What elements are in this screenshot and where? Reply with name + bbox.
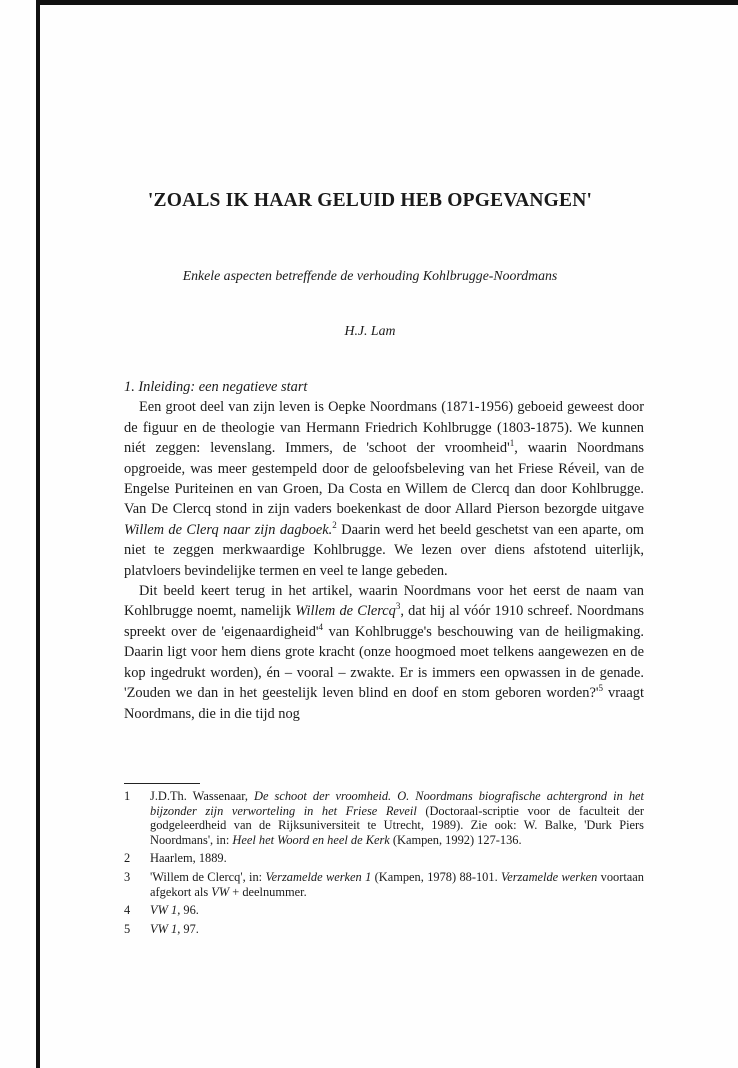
p2-text-4: vraagt Noordmans, die in die tijd nog	[124, 685, 644, 722]
footnotes	[124, 789, 644, 940]
p1-text-3: Daarin werd het beeld geschetst van een aparte, om niet te zeggen merkwaardige Kohlbrugge. We lezen over diens afstotend uiterlijk, platvloers bevindelijke termen en veel te lange gebeden.	[124, 521, 644, 579]
paragraph-2	[124, 581, 644, 724]
footnote-5	[124, 922, 644, 937]
fn3-text-d: + deelnummer.	[229, 884, 307, 899]
paragraph-1	[124, 397, 644, 581]
fn1-text-b: (Doctoraal-scriptie voor de faculteit der godgeleerdheid van de Rijksuniversiteit te Utrecht, 1989). Zie ook: W. Balke, 'Durk Piers Noordmans', in:	[150, 803, 644, 847]
footnote-text	[150, 922, 644, 937]
fn5-text-a: , 97.	[177, 921, 199, 936]
footnote-number: 5	[124, 921, 131, 936]
footnote-text	[150, 903, 644, 918]
fn3-text-c: voortaan afgekort als	[150, 869, 645, 899]
footnote-text: Haarlem, 1889.	[150, 851, 227, 866]
article-title: 'ZOALS IK HAAR GELUID HEB OPGEVANGEN'	[147, 190, 593, 211]
article-author: H.J. Lam	[344, 323, 396, 338]
p1-text-2: , waarin Noordmans opgroeide, was meer gestempeld door de geloofsbeleving van het Friese Réveil, van de Engelse Puriteinen en van Groen, Da Costa en Willem de Clercq dan door Kohlbrugge. Van De Clercq stond in zijn vaders boekenkast de door Allard Pierson bezorgde uitgave	[124, 440, 645, 518]
p2-italic-1: Willem de Clercq	[295, 603, 396, 620]
footnote-number: 2	[124, 851, 131, 866]
scan-edge-top	[36, 0, 738, 5]
footnote-text	[150, 789, 644, 847]
fn1-italic-2: Heel het Woord en heel de Kerk	[232, 832, 390, 847]
footnote-ref-5: 5	[598, 683, 603, 694]
p1-italic-1: Willem de Clerq naar zijn dagboek.	[124, 521, 333, 538]
p2-text-1: Dit beeld keert terug in het artikel, waarin Noordmans voor het eerst de naam van Kohlbrugge noemt, namelijk	[124, 583, 644, 620]
footnote-2	[124, 851, 644, 866]
fn1-text-c: (Kampen, 1992) 127-136.	[389, 832, 522, 847]
article-subtitle: Enkele aspecten betreffende de verhouding Kohlbrugge-Noordmans	[182, 268, 558, 283]
footnote-ref-3: 3	[395, 601, 401, 612]
footnote-1	[124, 789, 644, 847]
scan-edge-left	[36, 0, 40, 1068]
footnote-text	[150, 870, 644, 899]
fn1-text-a: J.D.Th. Wassenaar,	[150, 789, 254, 803]
fn4-text-a: , 96.	[177, 903, 199, 918]
fn3-italic-3: VW	[211, 884, 230, 899]
fn1-italic-1: De schoot der vroomheid. O. Noordmans biografische achtergrond in het bijzonder zijn verworteling in het Friese Reveil	[150, 789, 644, 818]
footnote-3	[124, 870, 644, 899]
p1-text-1: Een groot deel van zijn leven is Oepke Noordmans (1871-1956) geboeid geweest door de figuur en de theologie van Hermann Friedrich Kohlbrugge (1803-1875). We kunnen niét zeggen: levenslang. Immers, de 'schoot der vroomheid'	[124, 399, 644, 457]
footnote-ref-4: 4	[318, 622, 324, 633]
footnote-4	[124, 903, 644, 918]
fn5-italic-1: VW 1	[150, 921, 178, 936]
p2-text-3: van Kohlbrugge's beschouwing van de heiligmaking. Daarin ligt voor hem diens grote kracht (onze hoogmoed moet telkens aangewezen en de kop ingedrukt worden), én – vooral – zwakte. Er is immers een opwassen in de genade. 'Zouden we dan in het geestelijk leven blind en doof en stom geboren worden?'	[124, 623, 644, 702]
fn3-italic-2: Verzamelde werken	[501, 869, 598, 884]
footnote-number: 1	[124, 789, 131, 803]
fn4-italic-1: VW 1	[150, 903, 178, 918]
footnote-ref-1: 1	[509, 438, 515, 449]
footnote-ref-2: 2	[332, 520, 337, 531]
footnote-number: 3	[124, 869, 131, 884]
section-heading: 1. Inleiding: een negatieve start	[124, 379, 308, 395]
fn3-text-a: 'Willem de Clercq', in:	[150, 869, 266, 884]
fn3-italic-1: Verzamelde werken 1	[265, 869, 372, 884]
p2-text-2: , dat hij al vóór 1910 schreef. Noordmans spreekt over de 'eigenaardigheid'	[124, 603, 644, 640]
fn3-text-b: (Kampen, 1978) 88-101.	[371, 869, 502, 884]
footnote-rule	[124, 783, 200, 784]
footnote-number: 4	[124, 903, 131, 918]
article-body	[124, 377, 644, 724]
